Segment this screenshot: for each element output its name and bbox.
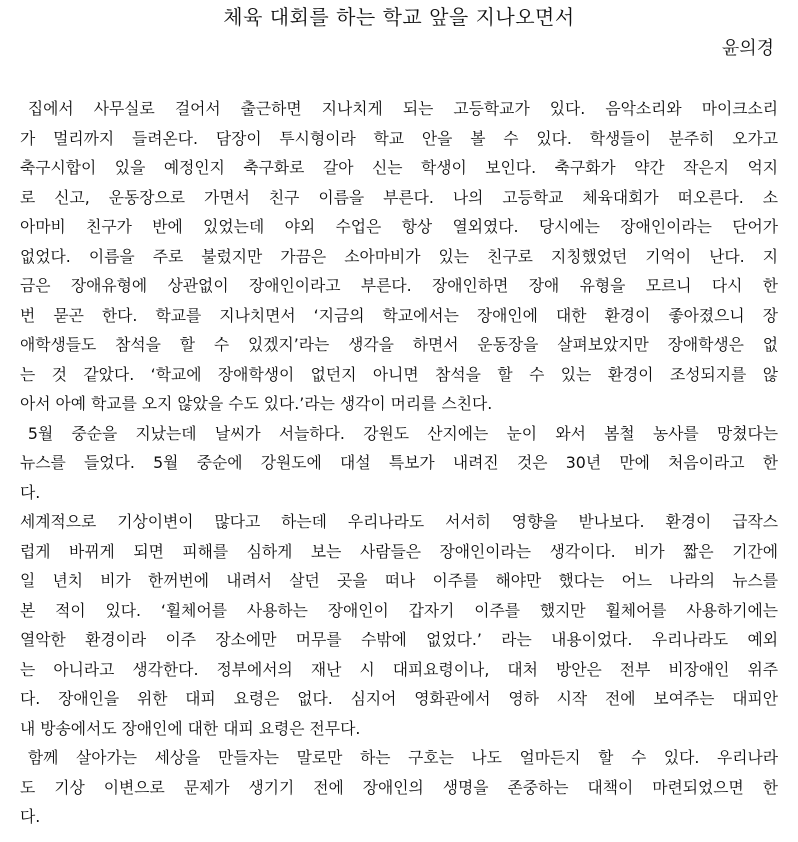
body-line: 뉴스를 들었다. 5월 중순에 강원도에 대설 특보가 내려진 것은 30년 만에 처음이라고 한	[20, 453, 778, 472]
essay-body	[20, 94, 778, 832]
body-line: 가 멀리까지 들려온다. 담장이 투시형이라 학교 안을 볼 수 있다. 학생들이 분주히 오가고	[20, 128, 778, 148]
body-line: 5월 중순을 지났는데 날씨가 서늘하다. 강원도 산지에는 눈이 와서 봄철 농사를 망쳤다는	[27, 423, 778, 443]
body-line: 본 적이 있다. ‘휠체어를 사용하는 장애인이 갑자기 이주를 했지만 휠체어를 사용하기에는	[20, 600, 778, 620]
body-line: 는 아니라고 생각한다. 정부에서의 재난 시 대피요령이나, 대처 방안은 전부 비장애인 위주	[20, 659, 778, 679]
body-line: 아마비 친구가 반에 있었는데 야외 수업은 항상 열외였다. 당시에는 장애인이라는 단어가	[20, 217, 778, 236]
body-line: 열악한 환경이라 이주 장소에만 머무를 수밖에 없었다.’ 라는 내용이었다. 우리나라도 예외	[20, 630, 778, 649]
body-line: 다. 장애인을 위한 대피 요령은 없다. 심지어 영화관에서 영하 시작 전에 보여주는 대피안	[20, 689, 778, 708]
body-line: 는 것 같았다. ‘학교에 장애학생이 없던지 아니면 참석을 할 수 있는 환경이 조성되지를 않	[20, 364, 778, 384]
body-line: 집에서 사무실로 걸어서 출근하면 지나치게 되는 고등학교가 있다. 음악소리와 마이크소리	[27, 99, 778, 118]
body-line: 번 묻곤 한다. 학교를 지나치면서 ‘지금의 학교에서는 장애인에 대한 환경이 좋아졌으니 장	[20, 305, 778, 325]
body-line: 로 신고, 운동장으로 가면서 친구 이름을 부른다. 나의 고등학교 체육대회가 떠오른다. 소	[20, 187, 778, 207]
body-line: 없었다. 이름을 주로 불렀지만 가끔은 소아마비가 있는 친구로 지칭했었던 기억이 난다. 지	[20, 246, 778, 266]
body-line: 내 방송에서도 장애인에 대한 대피 요령은 전무다.	[20, 718, 361, 738]
body-line: 일 년치 비가 한꺼번에 내려서 살던 곳을 떠나 이주를 해야만 했다는 어느 나라의 뉴스를	[20, 571, 778, 590]
body-line: 다.	[20, 807, 41, 826]
body-line: 아서 아예 학교를 오지 않았을 수도 있다.’라는 생각이 머리를 스친다.	[20, 394, 493, 413]
body-line: 금은 장애유형에 상관없이 장애인이라고 부른다. 장애인하면 장애 유형을 모르니 다시 한	[20, 276, 778, 295]
body-line: 다.	[20, 482, 41, 502]
author-name: 윤의경	[721, 38, 774, 59]
body-line: 도 기상 이변으로 문제가 생기기 전에 장애인의 생명을 존중하는 대책이 마련되었으면 한	[20, 777, 778, 797]
body-line: 세계적으로 기상이변이 많다고 하는데 우리나라도 서서히 영향을 받나보다. 환경이 급작스	[20, 512, 778, 531]
body-line: 럽게 바뀌게 되면 피해를 심하게 보는 사람들은 장애인이라는 생각이다. 비가 짧은 기간에	[20, 541, 778, 561]
body-line: 함께 살아가는 세상을 만들자는 말로만 하는 구호는 나도 얼마든지 할 수 있다. 우리나라	[27, 748, 778, 767]
body-line: 애학생들도 참석을 할 수 있겠지’라는 생각을 하면서 운동장을 살펴보았지만 장애학생은 없	[20, 335, 778, 354]
document-title: 체육 대회를 하는 학교 앞을 지나오면서	[223, 5, 575, 29]
body-line: 축구시합이 있을 예정인지 축구화로 갈아 신는 학생이 보인다. 축구화가 약간 작은지 억지	[20, 158, 778, 177]
